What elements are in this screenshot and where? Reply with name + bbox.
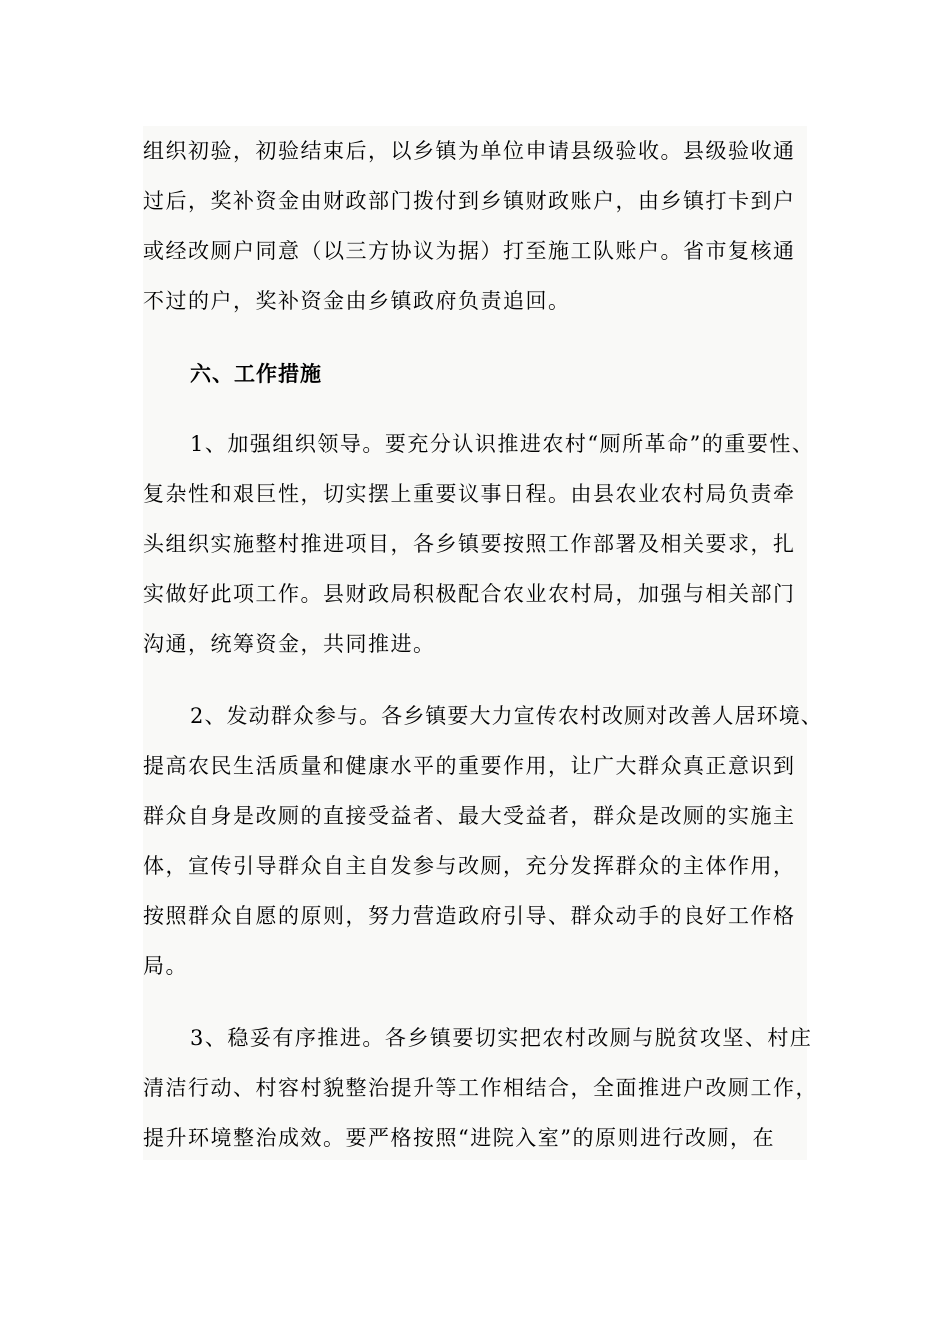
paragraph-line: 不过的户，奖补资金由乡镇政府负责追回。 [143, 289, 571, 313]
paragraph-line: 沟通，统筹资金，共同推进。 [143, 632, 436, 656]
paragraph-line: 体，宣传引导群众自主自发参与改厕，充分发挥群众的主体作用， [143, 854, 796, 878]
paragraph-line: 群众自身是改厕的直接受益者、最大受益者，群众是改厕的实施主 [143, 804, 796, 828]
paragraph-line: 局。 [143, 954, 188, 978]
paragraph-line: 复杂性和艰巨性，切实摆上重要议事日程。由县农业农村局负责牵 [143, 482, 796, 506]
paragraph-line: 1、加强组织领导。要充分认识推进农村“厕所革命”的重要性、 [190, 432, 815, 456]
paragraph-line: 3、稳妥有序推进。各乡镇要切实把农村改厕与脱贫攻坚、村庄 [190, 1026, 813, 1050]
paragraph-line: 过后，奖补资金由财政部门拨付到乡镇财政账户，由乡镇打卡到户 [143, 189, 796, 213]
paragraph-line: 清洁行动、村容村貌整治提升等工作相结合，全面推进户改厕工作， [143, 1076, 818, 1100]
paragraph-line: 组织初验，初验结束后，以乡镇为单位申请县级验收。县级验收通 [143, 139, 796, 163]
paragraph-line: 2、发动群众参与。各乡镇要大力宣传农村改厕对改善人居环境、 [190, 704, 823, 728]
section-heading: 六、工作措施 [190, 361, 322, 386]
paragraph-line: 头组织实施整村推进项目，各乡镇要按照工作部署及相关要求，扎 [143, 532, 796, 556]
paragraph-line: 提升环境整治成效。要严格按照“进院入室”的原则进行改厕，在 [143, 1126, 775, 1150]
document-text-block [143, 126, 823, 1160]
paragraph-line: 提高农民生活质量和健康水平的重要作用，让广大群众真正意识到 [143, 754, 796, 778]
paragraph-line: 按照群众自愿的原则，努力营造政府引导、群众动手的良好工作格 [143, 904, 796, 928]
paragraph-line: 实做好此项工作。县财政局积极配合农业农村局，加强与相关部门 [143, 582, 796, 606]
paragraph-line: 或经改厕户同意（以三方协议为据）打至施工队账户。省市复核通 [143, 239, 796, 263]
